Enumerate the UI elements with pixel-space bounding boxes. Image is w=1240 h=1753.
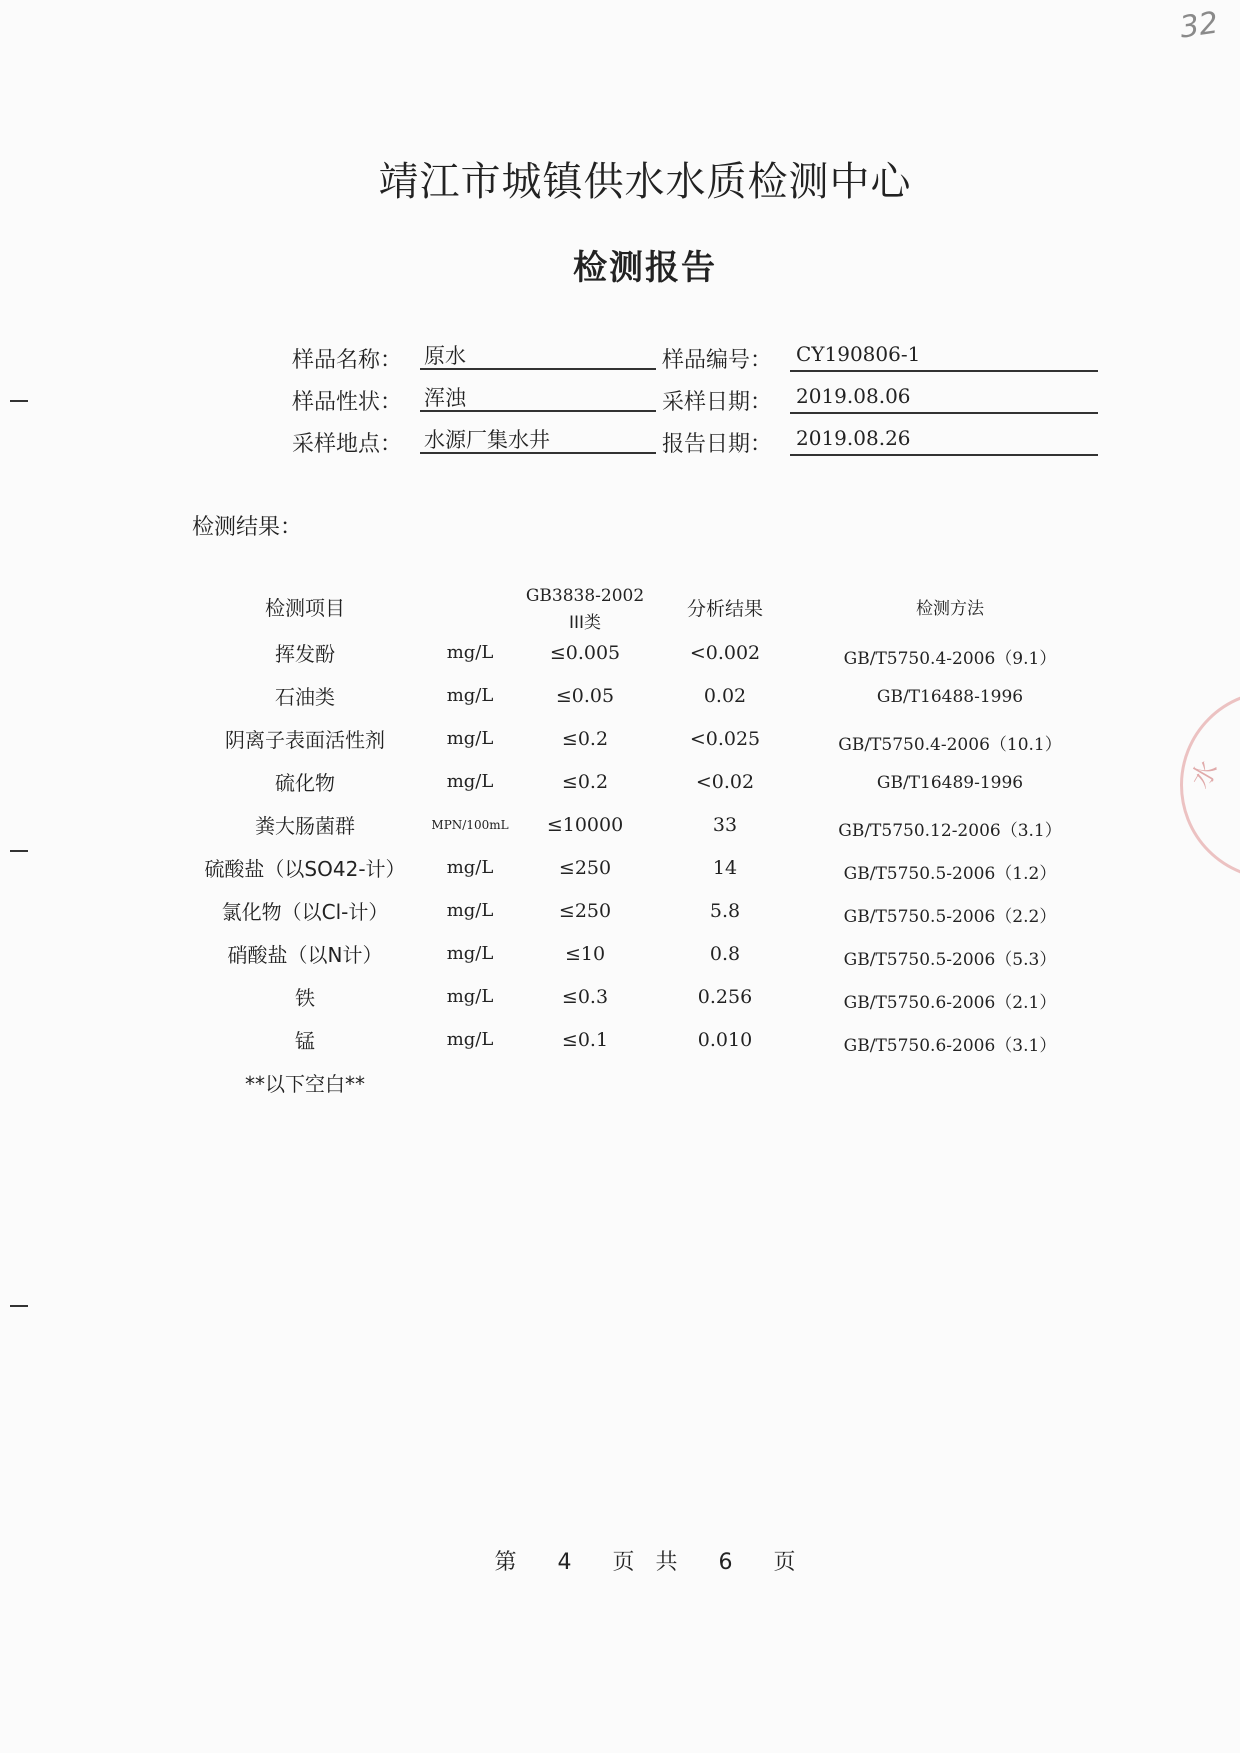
header-standard-line2: III类 bbox=[568, 613, 602, 633]
table-row-item: 阴离子表面活性剂 bbox=[225, 728, 385, 752]
table-row-result: <0.002 bbox=[689, 642, 761, 664]
table-row-standard: ≤10000 bbox=[546, 814, 624, 836]
table-row-item: 硫酸盐（以SO42-计） bbox=[204, 857, 406, 881]
table-row-method: GB/T5750.6-2006（2.1） bbox=[843, 993, 1057, 1013]
sample-trait-label: 样品性状： bbox=[292, 390, 403, 415]
report-date-value: 2019.08.26 bbox=[790, 426, 1098, 456]
table-row-result: 0.010 bbox=[697, 1029, 753, 1051]
organization-title: 靖江市城镇供水水质检测中心 bbox=[378, 159, 912, 205]
table-row-method: GB/T5750.6-2006（3.1） bbox=[843, 1036, 1057, 1056]
report-title: 检测报告 bbox=[573, 248, 717, 288]
binder-mark bbox=[10, 1305, 28, 1307]
table-row-item: 铁 bbox=[295, 986, 315, 1010]
handwritten-page-count: 32 bbox=[1177, 5, 1221, 46]
header-result: 分析结果 bbox=[686, 598, 763, 620]
table-row-result: 14 bbox=[712, 857, 738, 879]
table-row-unit: mg/L bbox=[446, 685, 494, 706]
table-row-standard: ≤10 bbox=[564, 943, 606, 965]
blank-below-note: **以下空白** bbox=[245, 1072, 365, 1096]
sample-date-value: 2019.08.06 bbox=[790, 384, 1098, 414]
binder-mark bbox=[10, 400, 28, 402]
table-row-result: <0.02 bbox=[695, 771, 755, 793]
table-row-standard: ≤250 bbox=[558, 900, 612, 922]
table-row-item: 粪大肠菌群 bbox=[255, 814, 355, 838]
table-row-result: 0.02 bbox=[703, 685, 747, 707]
table-row-standard: ≤0.05 bbox=[555, 685, 615, 707]
page-indicator-current: 4 bbox=[557, 1550, 572, 1575]
table-row-unit: mg/L bbox=[446, 1029, 494, 1050]
page-indicator-prefix: 第 bbox=[494, 1550, 517, 1575]
page-indicator bbox=[0, 1545, 1240, 1576]
table-row-unit: mg/L bbox=[446, 986, 494, 1007]
table-row-unit: mg/L bbox=[446, 771, 494, 792]
table-row-unit: mg/L bbox=[446, 943, 494, 964]
results-section-label: 检测结果： bbox=[192, 515, 303, 540]
report-date-label: 报告日期： bbox=[662, 432, 773, 457]
table-row-unit: mg/L bbox=[446, 642, 494, 663]
table-row-standard: ≤0.2 bbox=[561, 728, 609, 750]
table-row-item: 挥发酚 bbox=[275, 642, 335, 666]
table-row-unit: mg/L bbox=[446, 900, 494, 921]
table-row-standard: ≤250 bbox=[558, 857, 612, 879]
table-row-unit: mg/L bbox=[446, 857, 494, 878]
sample-id-value: CY190806-1 bbox=[790, 342, 1098, 372]
page-indicator-suffix: 页 bbox=[773, 1550, 796, 1575]
binder-mark bbox=[10, 850, 28, 852]
table-row-method: GB/T5750.4-2006（9.1） bbox=[843, 649, 1057, 669]
table-row-item: 氯化物（以Cl-计） bbox=[221, 900, 389, 924]
page-indicator-total: 6 bbox=[718, 1550, 733, 1575]
table-row-item: 硝酸盐（以N计） bbox=[227, 943, 383, 967]
official-seal-text: 水 bbox=[1185, 755, 1225, 794]
table-row-method: GB/T5750.5-2006（2.2） bbox=[843, 907, 1057, 927]
table-row-item: 锰 bbox=[295, 1029, 315, 1053]
header-item: 检测项目 bbox=[265, 596, 345, 620]
sample-name-label: 样品名称： bbox=[292, 348, 403, 373]
table-row-standard: ≤0.005 bbox=[549, 642, 621, 664]
table-row-result: 33 bbox=[712, 814, 738, 836]
table-row-unit: mg/L bbox=[446, 728, 494, 749]
table-row-method: GB/T5750.5-2006（5.3） bbox=[843, 950, 1057, 970]
table-row-result: <0.025 bbox=[689, 728, 761, 750]
table-row-item: 石油类 bbox=[275, 685, 335, 709]
page-indicator-middle: 页 共 bbox=[612, 1550, 678, 1575]
header-method: 检测方法 bbox=[916, 599, 984, 619]
sample-trait-value: 浑浊 bbox=[420, 382, 656, 412]
table-row-method: GB/T5750.4-2006（10.1） bbox=[838, 735, 1062, 755]
sample-site-label: 采样地点： bbox=[292, 432, 403, 457]
table-row-item: 硫化物 bbox=[275, 771, 335, 795]
header-standard-line1: GB3838-2002 bbox=[525, 586, 645, 606]
table-row-result: 0.256 bbox=[697, 986, 753, 1008]
table-row-unit: MPN/100mL bbox=[431, 818, 509, 832]
table-row-method: GB/T5750.12-2006（3.1） bbox=[838, 821, 1062, 841]
table-row-result: 0.8 bbox=[709, 943, 741, 965]
table-row-result: 5.8 bbox=[709, 900, 741, 922]
sample-site-value: 水源厂集水井 bbox=[420, 424, 656, 454]
sample-date-label: 采样日期： bbox=[662, 390, 773, 415]
table-row-method: GB/T16489-1996 bbox=[876, 773, 1024, 793]
table-row-standard: ≤0.2 bbox=[561, 771, 609, 793]
table-row-standard: ≤0.1 bbox=[561, 1029, 609, 1051]
sample-id-label: 样品编号： bbox=[662, 348, 773, 373]
table-row-method: GB/T16488-1996 bbox=[876, 687, 1024, 707]
table-row-standard: ≤0.3 bbox=[561, 986, 609, 1008]
sample-name-value: 原水 bbox=[420, 340, 656, 370]
table-row-method: GB/T5750.5-2006（1.2） bbox=[843, 864, 1057, 884]
